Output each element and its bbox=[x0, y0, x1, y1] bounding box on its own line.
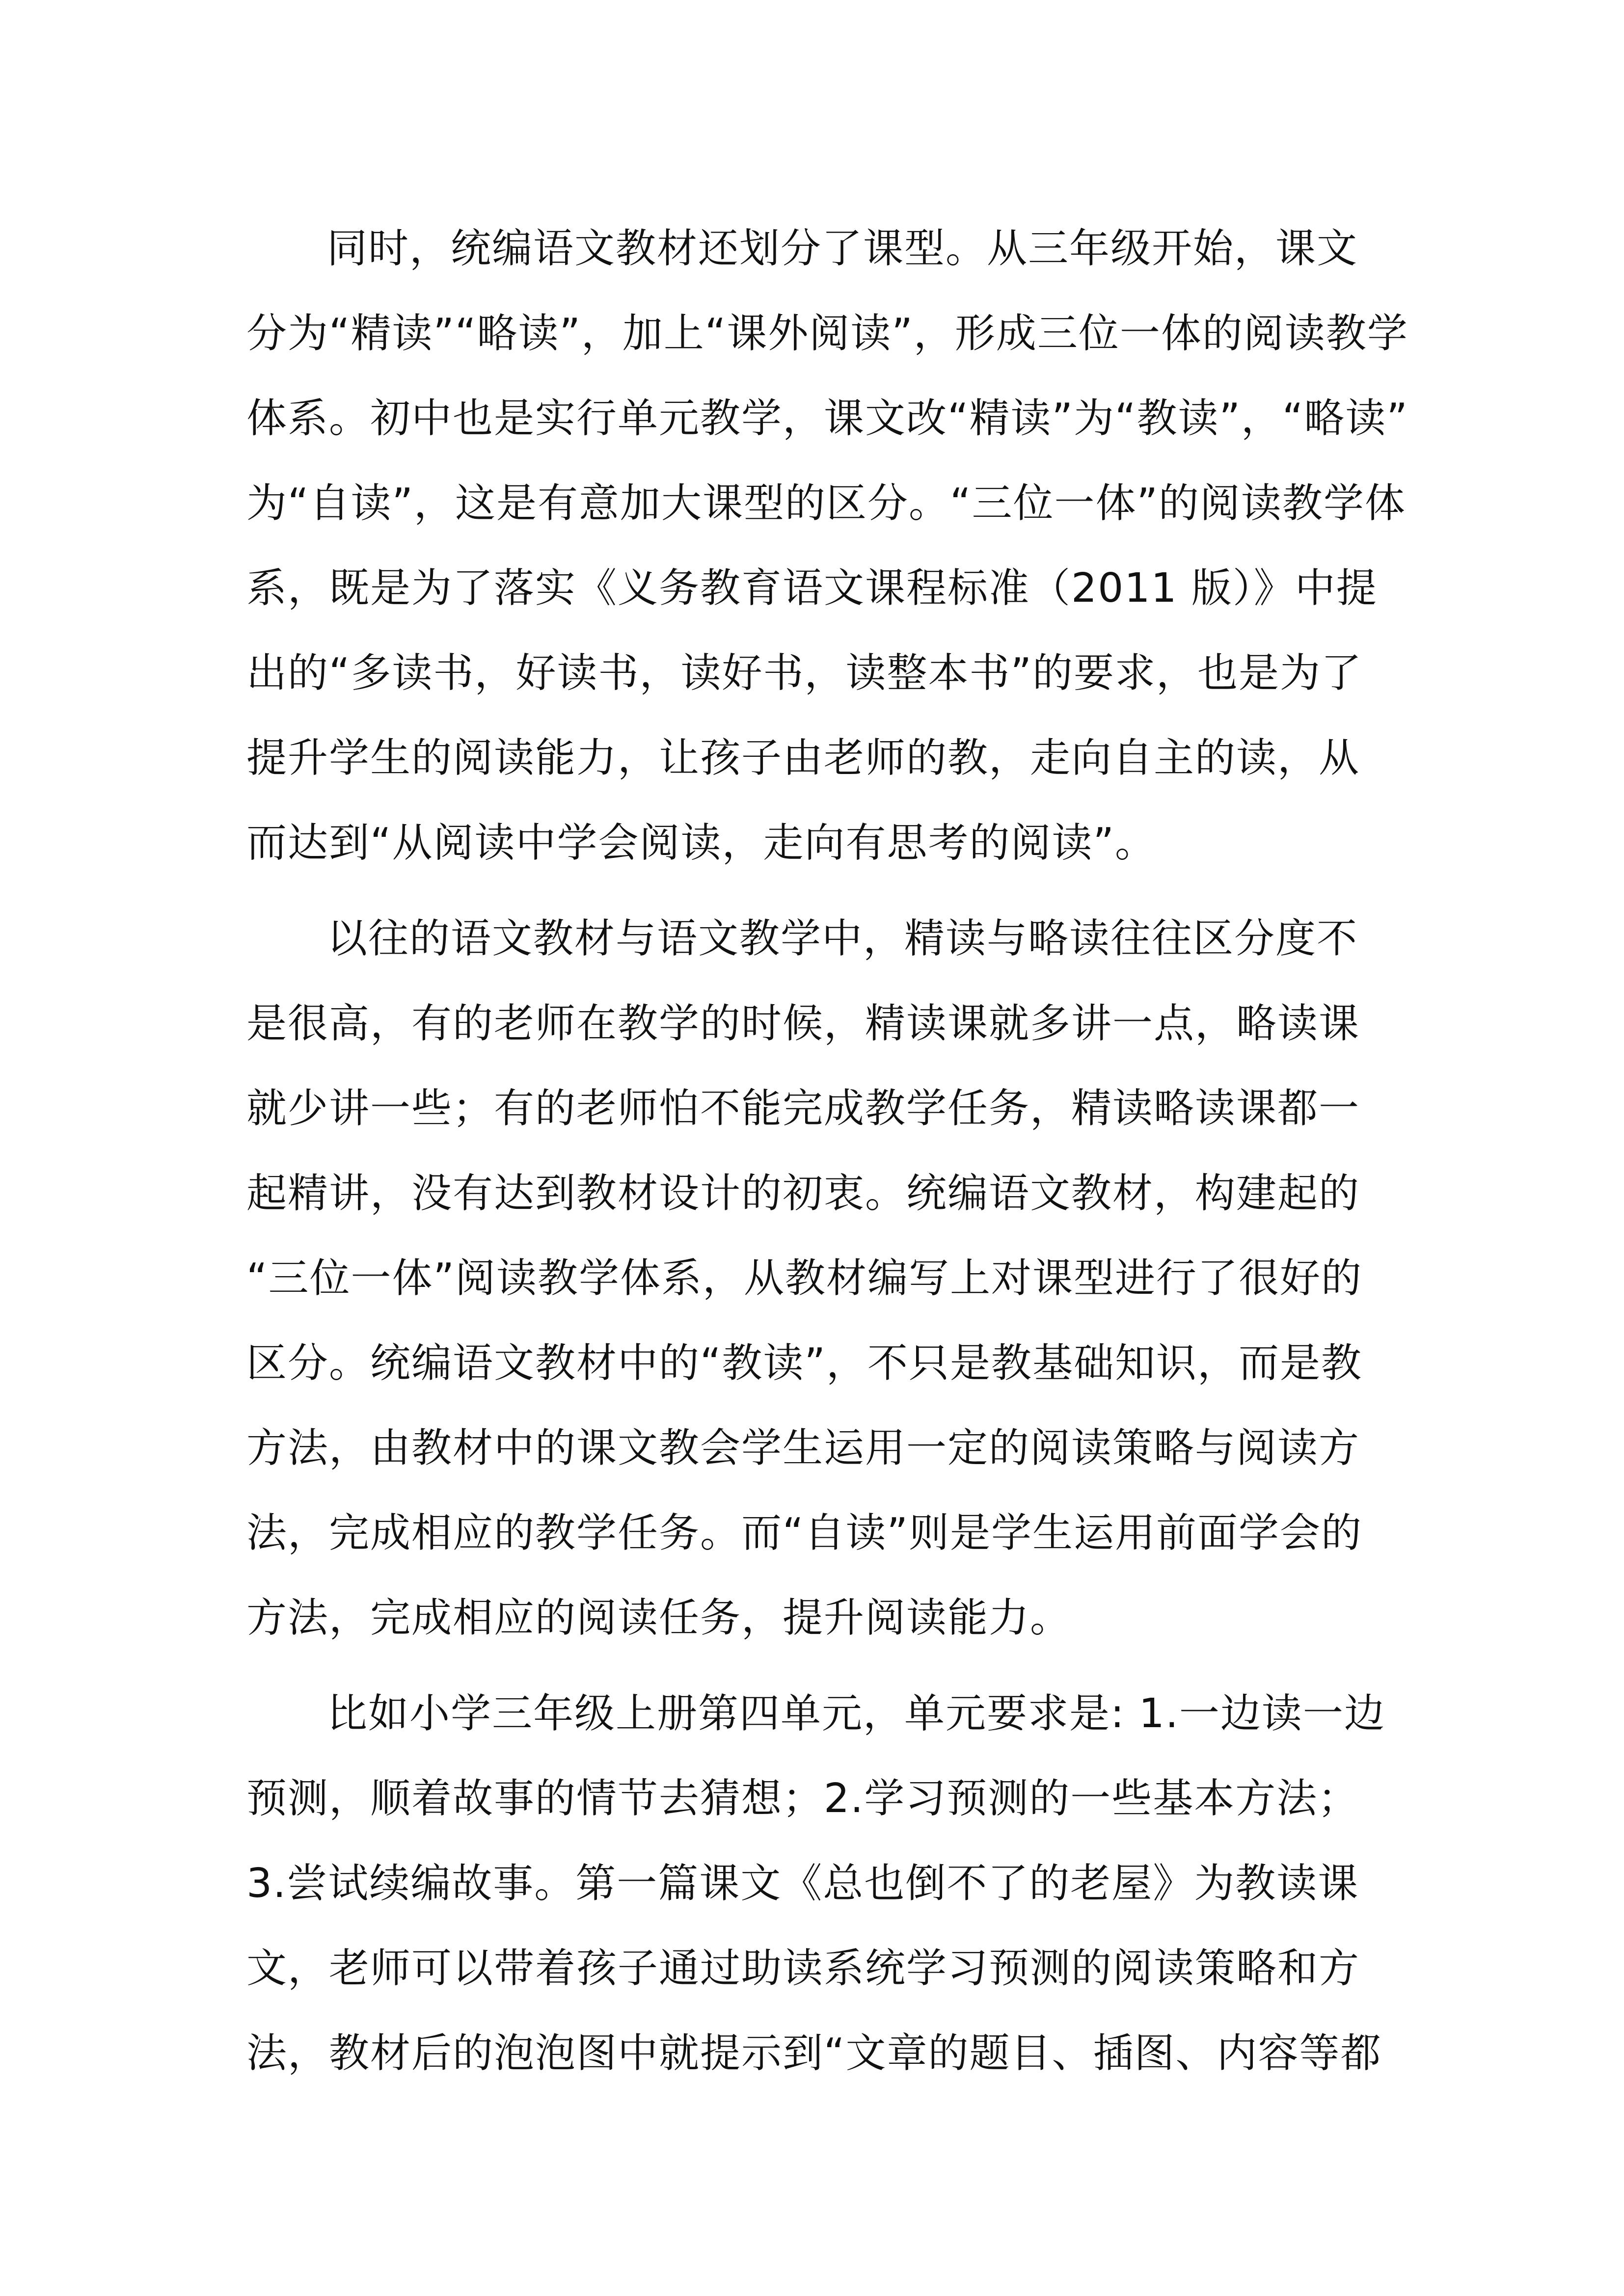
text-line: 体系。初中也是实行单元教学，课文改“精读”为“教读”，“略读” bbox=[246, 395, 1408, 442]
text-line: 方法，完成相应的阅读任务，提升阅读能力。 bbox=[246, 1595, 1072, 1641]
text-line: 文，老师可以带着孩子通过助读系统学习预测的阅读策略和方 bbox=[246, 1945, 1360, 1992]
text-line: 分为“精读”“略读”，加上“课外阅读”，形成三位一体的阅读教学 bbox=[246, 310, 1408, 357]
text-line: 法，完成相应的教学任务。而“自读”则是学生运用前面学会的 bbox=[246, 1510, 1362, 1556]
text-line: 方法，由教材中的课文教会学生运用一定的阅读策略与阅读方 bbox=[246, 1425, 1360, 1471]
text-line: 预测，顺着故事的情节去猜想；2.学习预测的一些基本方法； bbox=[246, 1775, 1359, 1822]
text-line: 比如小学三年级上册第四单元，单元要求是: 1.一边读一边 bbox=[327, 1690, 1385, 1737]
text-line: 为“自读”，这是有意加大课型的区分。“三位一体”的阅读教学体 bbox=[246, 480, 1406, 527]
paragraph-2 bbox=[246, 896, 1385, 1660]
text-line: 出的“多读书，好读书，读好书，读整本书”的要求，也是为了 bbox=[246, 650, 1362, 696]
text-line: 就少讲一些；有的老师怕不能完成教学任务，精读略读课都一 bbox=[246, 1085, 1360, 1132]
text-line: 是很高，有的老师在教学的时候，精读课就多讲一点，略读课 bbox=[246, 1000, 1360, 1047]
text-line: 系，既是为了落实《义务教育语文课程标准（2011 版）》中提 bbox=[246, 565, 1378, 612]
document-body bbox=[246, 206, 1408, 2096]
text-line: “三位一体”阅读教学体系，从教材编写上对课型进行了很好的 bbox=[246, 1255, 1362, 1302]
text-line: 区分。统编语文教材中的“教读”，不只是教基础知识，而是教 bbox=[246, 1340, 1362, 1387]
text-line: 起精讲，没有达到教材设计的初衷。统编语文教材，构建起的 bbox=[246, 1170, 1360, 1217]
text-line: 提升学生的阅读能力，让孩子由老师的教，走向自主的读，从 bbox=[246, 735, 1360, 781]
paragraph-1 bbox=[246, 206, 1408, 885]
text-line: 而达到“从阅读中学会阅读，走向有思考的阅读”。 bbox=[246, 820, 1156, 866]
text-line: 法，教材后的泡泡图中就提示到“文章的题目、插图、内容等都 bbox=[246, 2030, 1382, 2077]
text-line: 3.尝试续编故事。第一篇课文《总也倒不了的老屋》为教读课 bbox=[246, 1860, 1359, 1907]
paragraph-3 bbox=[246, 1671, 1385, 2096]
text-line: 以往的语文教材与语文教学中，精读与略读往往区分度不 bbox=[327, 915, 1358, 962]
text-line: 同时，统编语文教材还划分了课型。从三年级开始，课文 bbox=[327, 225, 1358, 272]
